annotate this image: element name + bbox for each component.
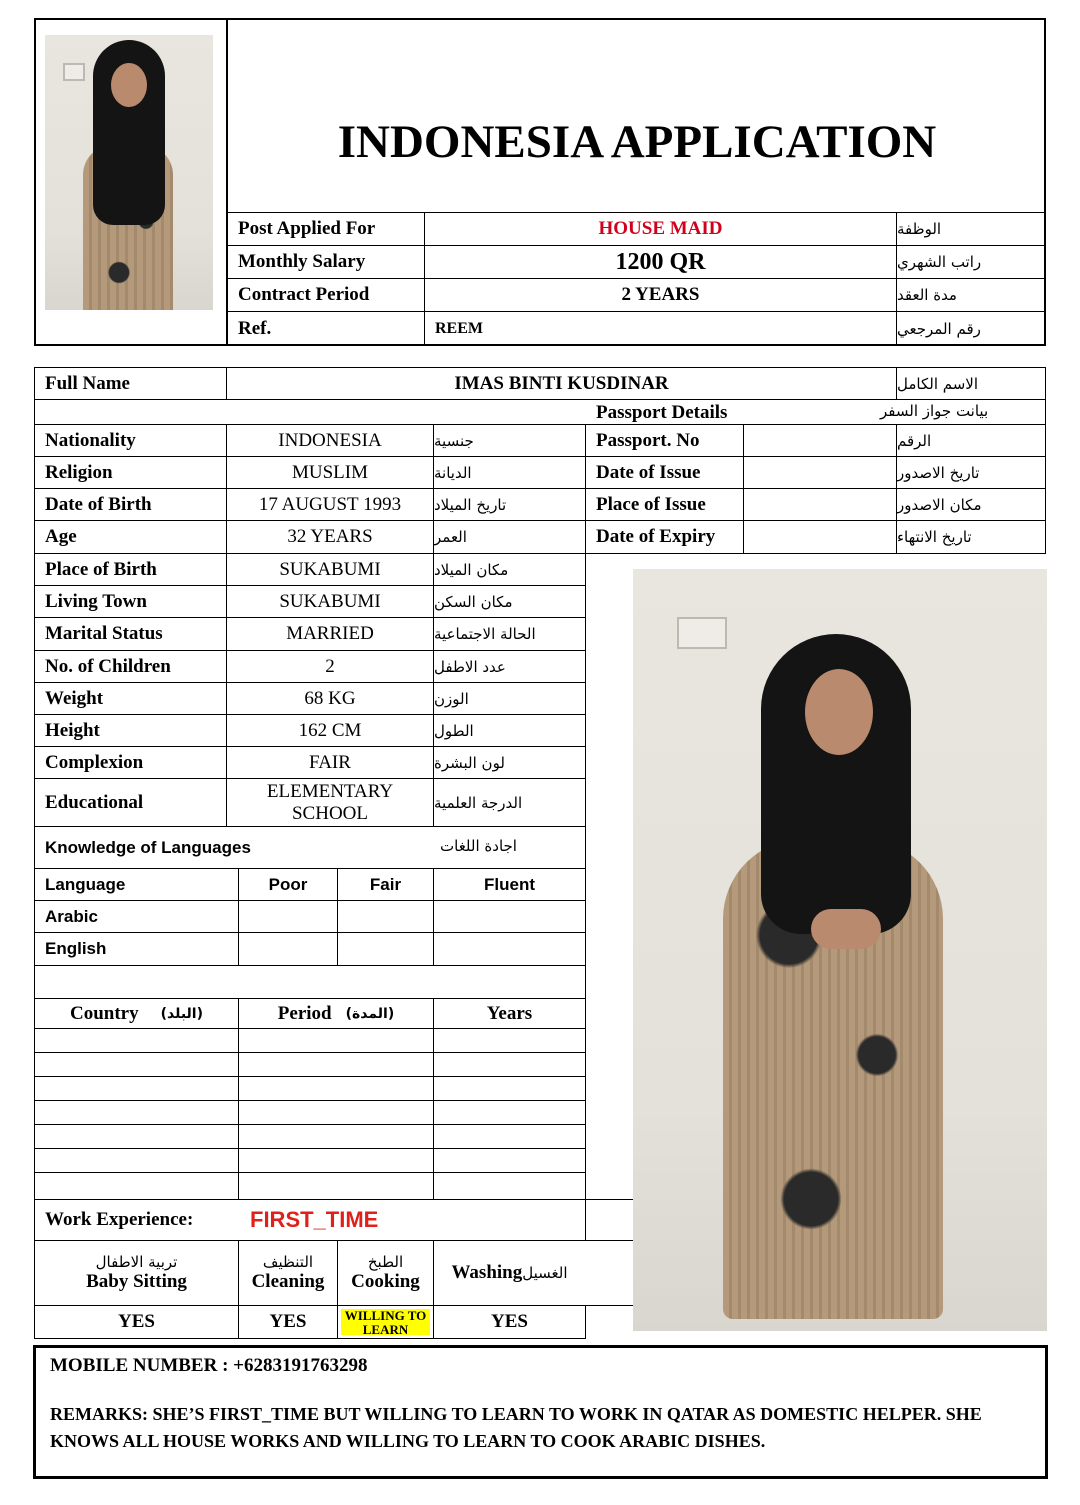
job-value-salary: 1200 QR: [424, 245, 897, 279]
personal-value: SUKABUMI: [226, 585, 434, 618]
lang-header-language: Language: [34, 868, 239, 901]
skill-en: Cooking: [351, 1271, 420, 1292]
personal-arabic: لون البشرة: [433, 746, 586, 779]
passport-label: Date of Expiry: [585, 520, 744, 554]
skill-value-cooking-cell: [337, 1305, 434, 1339]
personal-label: Educational: [34, 778, 227, 827]
skill-ar: الطبخ: [367, 1253, 404, 1271]
personal-label: Age: [34, 520, 227, 554]
lang-arabic-fair: [337, 900, 434, 933]
personal-arabic: عدد الاطفل: [433, 650, 586, 683]
personal-label: Date of Birth: [34, 488, 227, 521]
exp-cell: [433, 1076, 586, 1101]
job-label-post: Post Applied For: [227, 212, 425, 246]
personal-value: MARRIED: [226, 617, 434, 651]
personal-value: 2: [226, 650, 434, 683]
passport-title-arabic: بيانت جواز السفر: [880, 402, 989, 420]
exp-cell: [433, 1052, 586, 1077]
personal-arabic: مكان السكن: [433, 585, 586, 618]
full-name-value: IMAS BINTI KUSDINAR: [226, 367, 897, 400]
passport-arabic: مكان الاصدور: [896, 488, 1046, 521]
skill-en: Baby Sitting: [86, 1271, 187, 1292]
passport-table: [585, 424, 1046, 554]
exp-cell: [34, 1100, 239, 1125]
exp-country-label: Country: [69, 1002, 139, 1024]
lang-arabic-fluent: [433, 900, 586, 933]
exp-period-arabic: (المدة): [345, 1005, 395, 1022]
skill-ar: التنظيف: [262, 1253, 314, 1271]
exp-cell: [238, 1076, 434, 1101]
exp-header-country: [34, 998, 239, 1029]
personal-arabic: الدرجة العلمية: [433, 778, 586, 827]
skill-value-cooking: WILLING TO LEARN: [341, 1309, 430, 1335]
exp-cell: [238, 1124, 434, 1149]
passport-value: [743, 488, 897, 521]
lang-header-fluent: Fluent: [433, 868, 586, 901]
job-value-contract: 2 YEARS: [424, 278, 897, 312]
lang-english-fluent: [433, 932, 586, 966]
skill-en: Washing: [451, 1262, 523, 1283]
exp-header-years: Years: [433, 998, 586, 1029]
job-arabic-salary: راتب الشهري: [896, 245, 1046, 279]
languages-table: [34, 868, 586, 966]
skill-washing: [433, 1240, 634, 1306]
exp-cell: [433, 1148, 586, 1173]
personal-label: Weight: [34, 682, 227, 715]
personal-arabic: مكان الميلاد: [433, 553, 586, 586]
personal-arabic: العمر: [433, 520, 586, 554]
lang-name-arabic: Arabic: [34, 900, 239, 933]
job-arabic-ref: رقم المرجعي: [896, 311, 1046, 346]
passport-arabic: الرقم: [896, 424, 1046, 457]
skill-cleaning: [238, 1240, 338, 1306]
personal-value: INDONESIA: [226, 424, 434, 457]
lang-english-fair: [337, 932, 434, 966]
personal-label: Place of Birth: [34, 553, 227, 586]
passport-value: [743, 424, 897, 457]
passport-label: Date of Issue: [585, 456, 744, 489]
exp-cell: [433, 1100, 586, 1125]
passport-value: [743, 456, 897, 489]
skill-ar: الغسيل: [522, 1264, 568, 1282]
exp-header-period: [238, 998, 434, 1029]
personal-value: 162 CM: [226, 714, 434, 747]
passport-arabic: تاريخ الاصدور: [896, 456, 1046, 489]
full-name-label: Full Name: [34, 367, 227, 400]
lang-header-fair: Fair: [337, 868, 434, 901]
personal-label: Religion: [34, 456, 227, 489]
personal-value: 32 YEARS: [226, 520, 434, 554]
personal-arabic: الديانة: [433, 456, 586, 489]
spacer-row: [34, 965, 586, 999]
passport-value: [743, 520, 897, 554]
personal-label: Height: [34, 714, 227, 747]
exp-cell: [238, 1052, 434, 1077]
passport-title: Passport Details: [596, 401, 728, 423]
personal-value: FAIR: [226, 746, 434, 779]
personal-value: MUSLIM: [226, 456, 434, 489]
job-value-post: HOUSE MAID: [424, 212, 897, 246]
mobile-number: MOBILE NUMBER : +6283191763298: [50, 1355, 368, 1376]
skill-value-washing: YES: [433, 1305, 586, 1339]
personal-arabic: تاريخ الميلاد: [433, 488, 586, 521]
lang-english-poor: [238, 932, 338, 966]
experience-table: [34, 998, 586, 1200]
personal-label: Complexion: [34, 746, 227, 779]
personal-label: Living Town: [34, 585, 227, 618]
job-label-ref: Ref.: [227, 311, 425, 346]
exp-cell: [238, 1028, 434, 1053]
personal-value: 17 AUGUST 1993: [226, 488, 434, 521]
full-name-arabic: الاسم الكامل: [896, 367, 1046, 400]
exp-cell: [238, 1100, 434, 1125]
exp-cell: [238, 1172, 434, 1200]
skill-value-cleaning: YES: [238, 1305, 338, 1339]
exp-period-label: Period: [277, 1002, 332, 1024]
exp-cell: [433, 1028, 586, 1053]
personal-value: SUKABUMI: [226, 553, 434, 586]
exp-country-arabic: (البلد): [160, 1005, 203, 1022]
exp-cell: [433, 1124, 586, 1149]
personal-table: [34, 424, 586, 827]
skills-table: [34, 1240, 634, 1339]
skill-value-baby-sitting: YES: [34, 1305, 239, 1339]
lang-header-poor: Poor: [238, 868, 338, 901]
page-title: INDONESIA APPLICATION: [337, 116, 937, 168]
passport-arabic: تاريخ الانتهاء: [896, 520, 1046, 554]
personal-arabic: الطول: [433, 714, 586, 747]
job-label-salary: Monthly Salary: [227, 245, 425, 279]
exp-cell: [238, 1148, 434, 1173]
job-label-contract: Contract Period: [227, 278, 425, 312]
work-experience-rightline: [585, 1199, 586, 1241]
job-value-ref: REEM: [424, 311, 897, 346]
work-experience-value: FIRST_TIME: [250, 1207, 379, 1232]
exp-cell: [34, 1172, 239, 1200]
job-table: [227, 212, 1046, 346]
passport-label: Passport. No: [585, 424, 744, 457]
work-experience-label: Work Experience:: [45, 1209, 194, 1230]
personal-arabic: الوزن: [433, 682, 586, 715]
personal-label: Marital Status: [34, 617, 227, 651]
passport-label: Place of Issue: [585, 488, 744, 521]
personal-value: ELEMENTARY SCHOOL: [226, 778, 434, 827]
languages-title: Knowledge of Languages: [45, 837, 251, 857]
lang-name-english: English: [34, 932, 239, 966]
lang-arabic-poor: [238, 900, 338, 933]
job-arabic-contract: مدة العقد: [896, 278, 1046, 312]
exp-cell: [34, 1052, 239, 1077]
job-arabic-post: الوظفة: [896, 212, 1046, 246]
skill-ar: تربية الاطفال: [95, 1253, 178, 1271]
exp-cell: [34, 1028, 239, 1053]
remarks: REMARKS: SHE’S FIRST_TIME BUT WILLING TO LEARN TO WORK IN QATAR AS DOMESTIC HELPER. SHE KNOWS ALL HOUSE WORKS AND WILLING TO LEARN TO COOK ARABIC DISHES.: [50, 1404, 982, 1451]
exp-cell: [34, 1124, 239, 1149]
exp-cell: [433, 1172, 586, 1200]
candidate-photo-large: [633, 569, 1047, 1331]
candidate-photo-small: [45, 35, 213, 310]
exp-cell: [34, 1076, 239, 1101]
exp-cell: [34, 1148, 239, 1173]
skill-cooking: [337, 1240, 434, 1306]
languages-title-arabic: اجادة اللغات: [440, 837, 517, 855]
personal-arabic: جنسية: [433, 424, 586, 457]
skill-baby-sitting: [34, 1240, 239, 1306]
personal-label: Nationality: [34, 424, 227, 457]
personal-value: 68 KG: [226, 682, 434, 715]
personal-arabic: الحالة الاجتماعية: [433, 617, 586, 651]
skill-en: Cleaning: [251, 1271, 325, 1292]
personal-label: No. of Children: [34, 650, 227, 683]
